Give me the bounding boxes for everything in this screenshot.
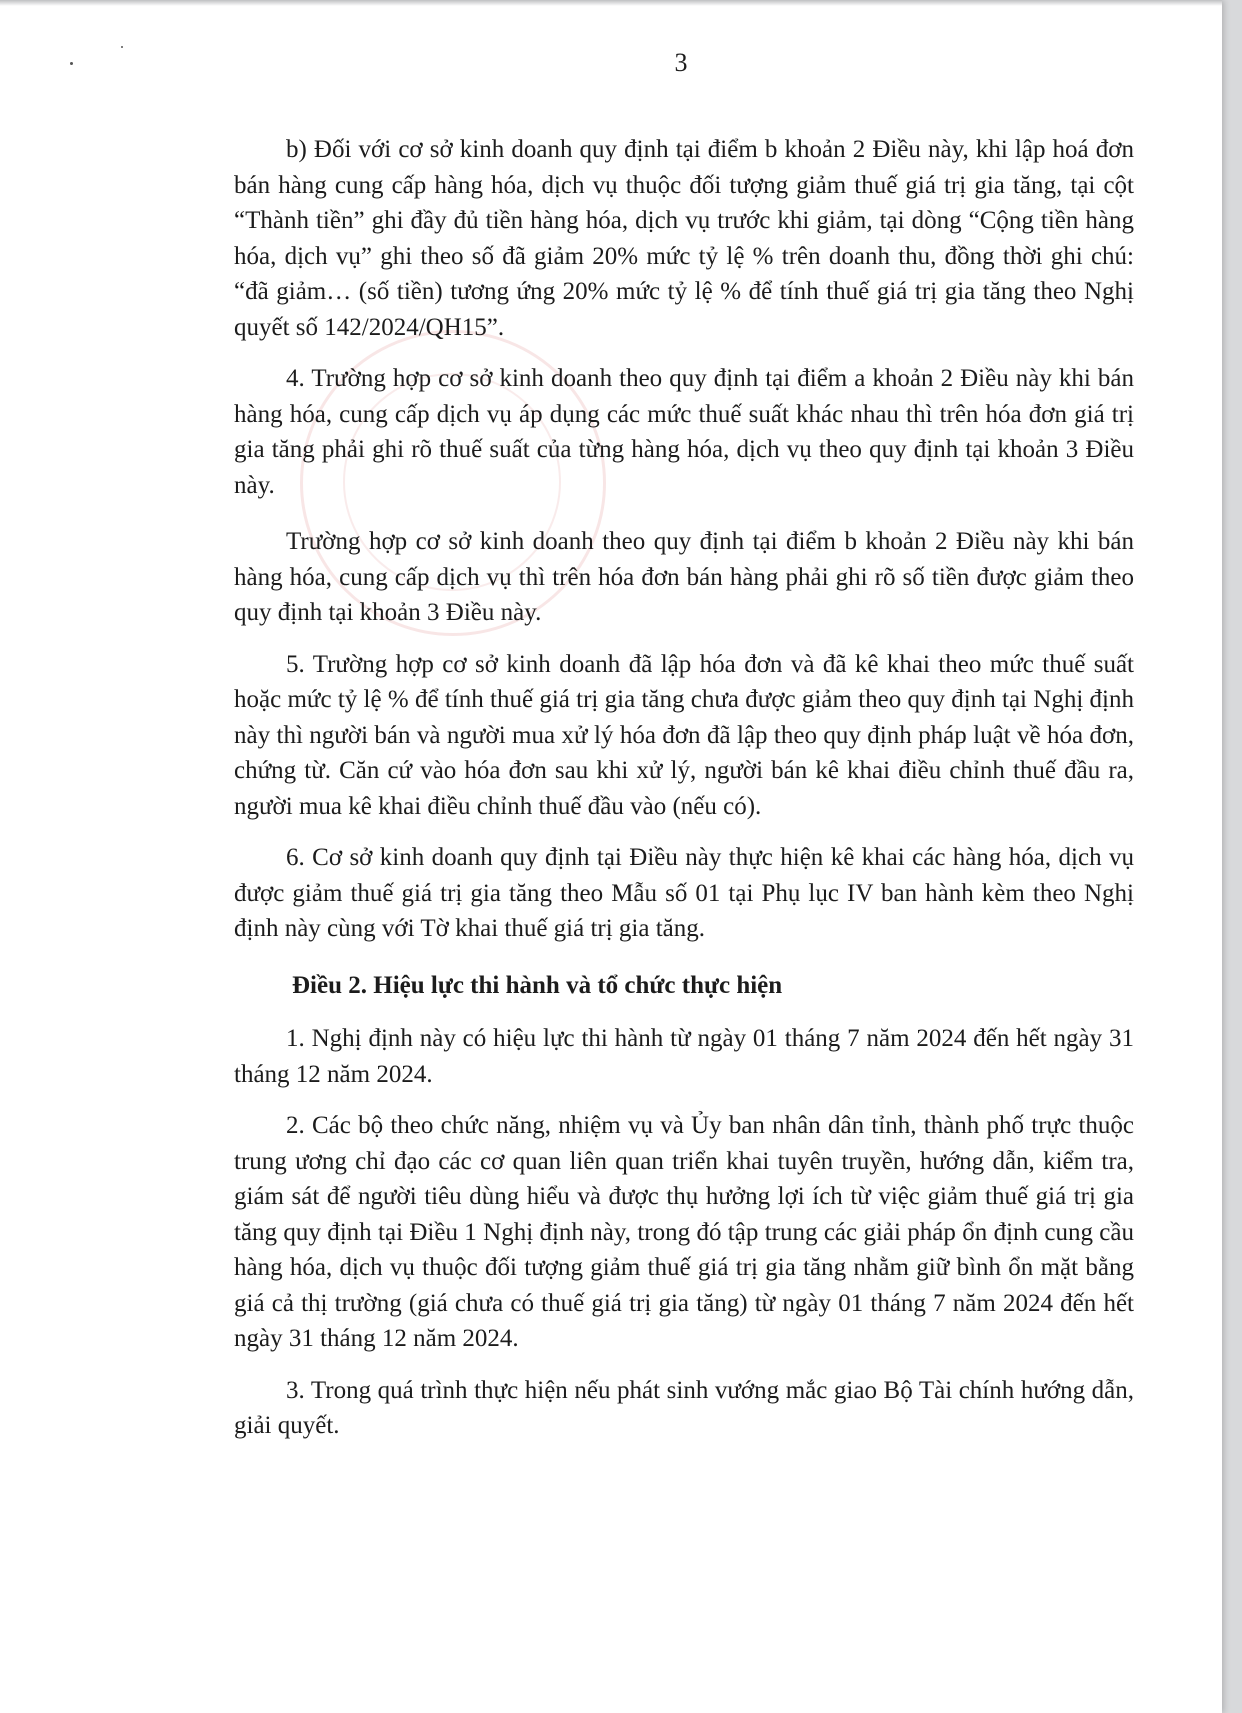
scan-edge	[0, 0, 1222, 6]
paragraph-clause-5: 5. Trường hợp cơ sở kinh doanh đã lập hóa đơn và đã kê khai theo mức thuế suất hoặc mức tỷ lệ % để tính thuế giá trị gia tăng chưa được giảm theo quy định tại Nghị định này thì người bán và người mua xử lý hóa đơn đã lập theo quy định pháp luật về hóa đơn, chứng từ. Căn cứ vào hóa đơn sau khi xử lý, người bán kê khai điều chỉnh thuế đầu ra, người mua kê khai điều chỉnh thuế đầu vào (nếu có).	[234, 650, 1134, 820]
document-body	[234, 132, 1134, 1460]
paragraph-clause-4: 4. Trường hợp cơ sở kinh doanh theo quy định tại điểm a khoản 2 Điều này khi bán hàng hóa, cung cấp dịch vụ áp dụng các mức thuế suất khác nhau thì trên hóa đơn giá trị gia tăng phải ghi rõ thuế suất của từng hàng hóa, dịch vụ theo quy định tại khoản 3 Điều này.	[234, 365, 1134, 499]
article-2-clause-1: 1. Nghị định này có hiệu lực thi hành từ ngày 01 tháng 7 năm 2024 đến hết ngày 31 tháng 12 năm 2024.	[234, 1025, 1134, 1088]
article-2-heading: Điều 2. Hiệu lực thi hành và tổ chức thực hiện	[292, 971, 783, 999]
page-number: 3	[674, 48, 688, 77]
paragraph-clause-6: 6. Cơ sở kinh doanh quy định tại Điều này thực hiện kê khai các hàng hóa, dịch vụ được giảm thuế giá trị gia tăng theo Mẫu số 01 tại Phụ lục IV ban hành kèm theo Nghị định này cùng với Tờ khai thuế giá trị gia tăng.	[234, 844, 1134, 942]
article-2-clause-2: 2. Các bộ theo chức năng, nhiệm vụ và Ủy ban nhân dân tỉnh, thành phố trực thuộc trung ương chỉ đạo các cơ quan liên quan triển khai tuyên truyền, hướng dẫn, kiểm tra, giám sát để người tiêu dùng hiểu và được thụ hưởng lợi ích từ việc giảm thuế giá trị gia tăng quy định tại Điều 1 Nghị định này, trong đó tập trung các giải pháp ổn định cung cầu hàng hóa, dịch vụ thuộc đối tượng giảm thuế giá trị gia tăng nhằm giữ bình ổn mặt bằng giá cả thị trường (giá chưa có thuế giá trị gia tăng) từ ngày 01 tháng 7 năm 2024 đến hết ngày 31 tháng 12 năm 2024.	[234, 1112, 1134, 1352]
paragraph-clause-4-continued: Trường hợp cơ sở kinh doanh theo quy định tại điểm b khoản 2 Điều này khi bán hàng hóa, cung cấp dịch vụ thì trên hóa đơn bán hàng phải ghi rõ số tiền được giảm theo quy định tại khoản 3 Điều này.	[234, 528, 1134, 626]
paragraph-point-b: b) Đối với cơ sở kinh doanh quy định tại điểm b khoản 2 Điều này, khi lập hoá đơn bán hàng cung cấp hàng hóa, dịch vụ thuộc đối tượng giảm thuế giá trị gia tăng, tại cột “Thành tiền” ghi đầy đủ tiền hàng hóa, dịch vụ trước khi giảm, tại dòng “Cộng tiền hàng hóa, dịch vụ” ghi theo số đã giảm 20% mức tỷ lệ % trên doanh thu, đồng thời ghi chú: “đã giảm… (số tiền) tương ứng 20% mức tỷ lệ % để tính thuế giá trị gia tăng theo Nghị quyết số 142/2024/QH15”.	[234, 136, 1134, 341]
article-2-clause-3: 3. Trong quá trình thực hiện nếu phát sinh vướng mắc giao Bộ Tài chính hướng dẫn, giải quyết.	[234, 1376, 1134, 1439]
